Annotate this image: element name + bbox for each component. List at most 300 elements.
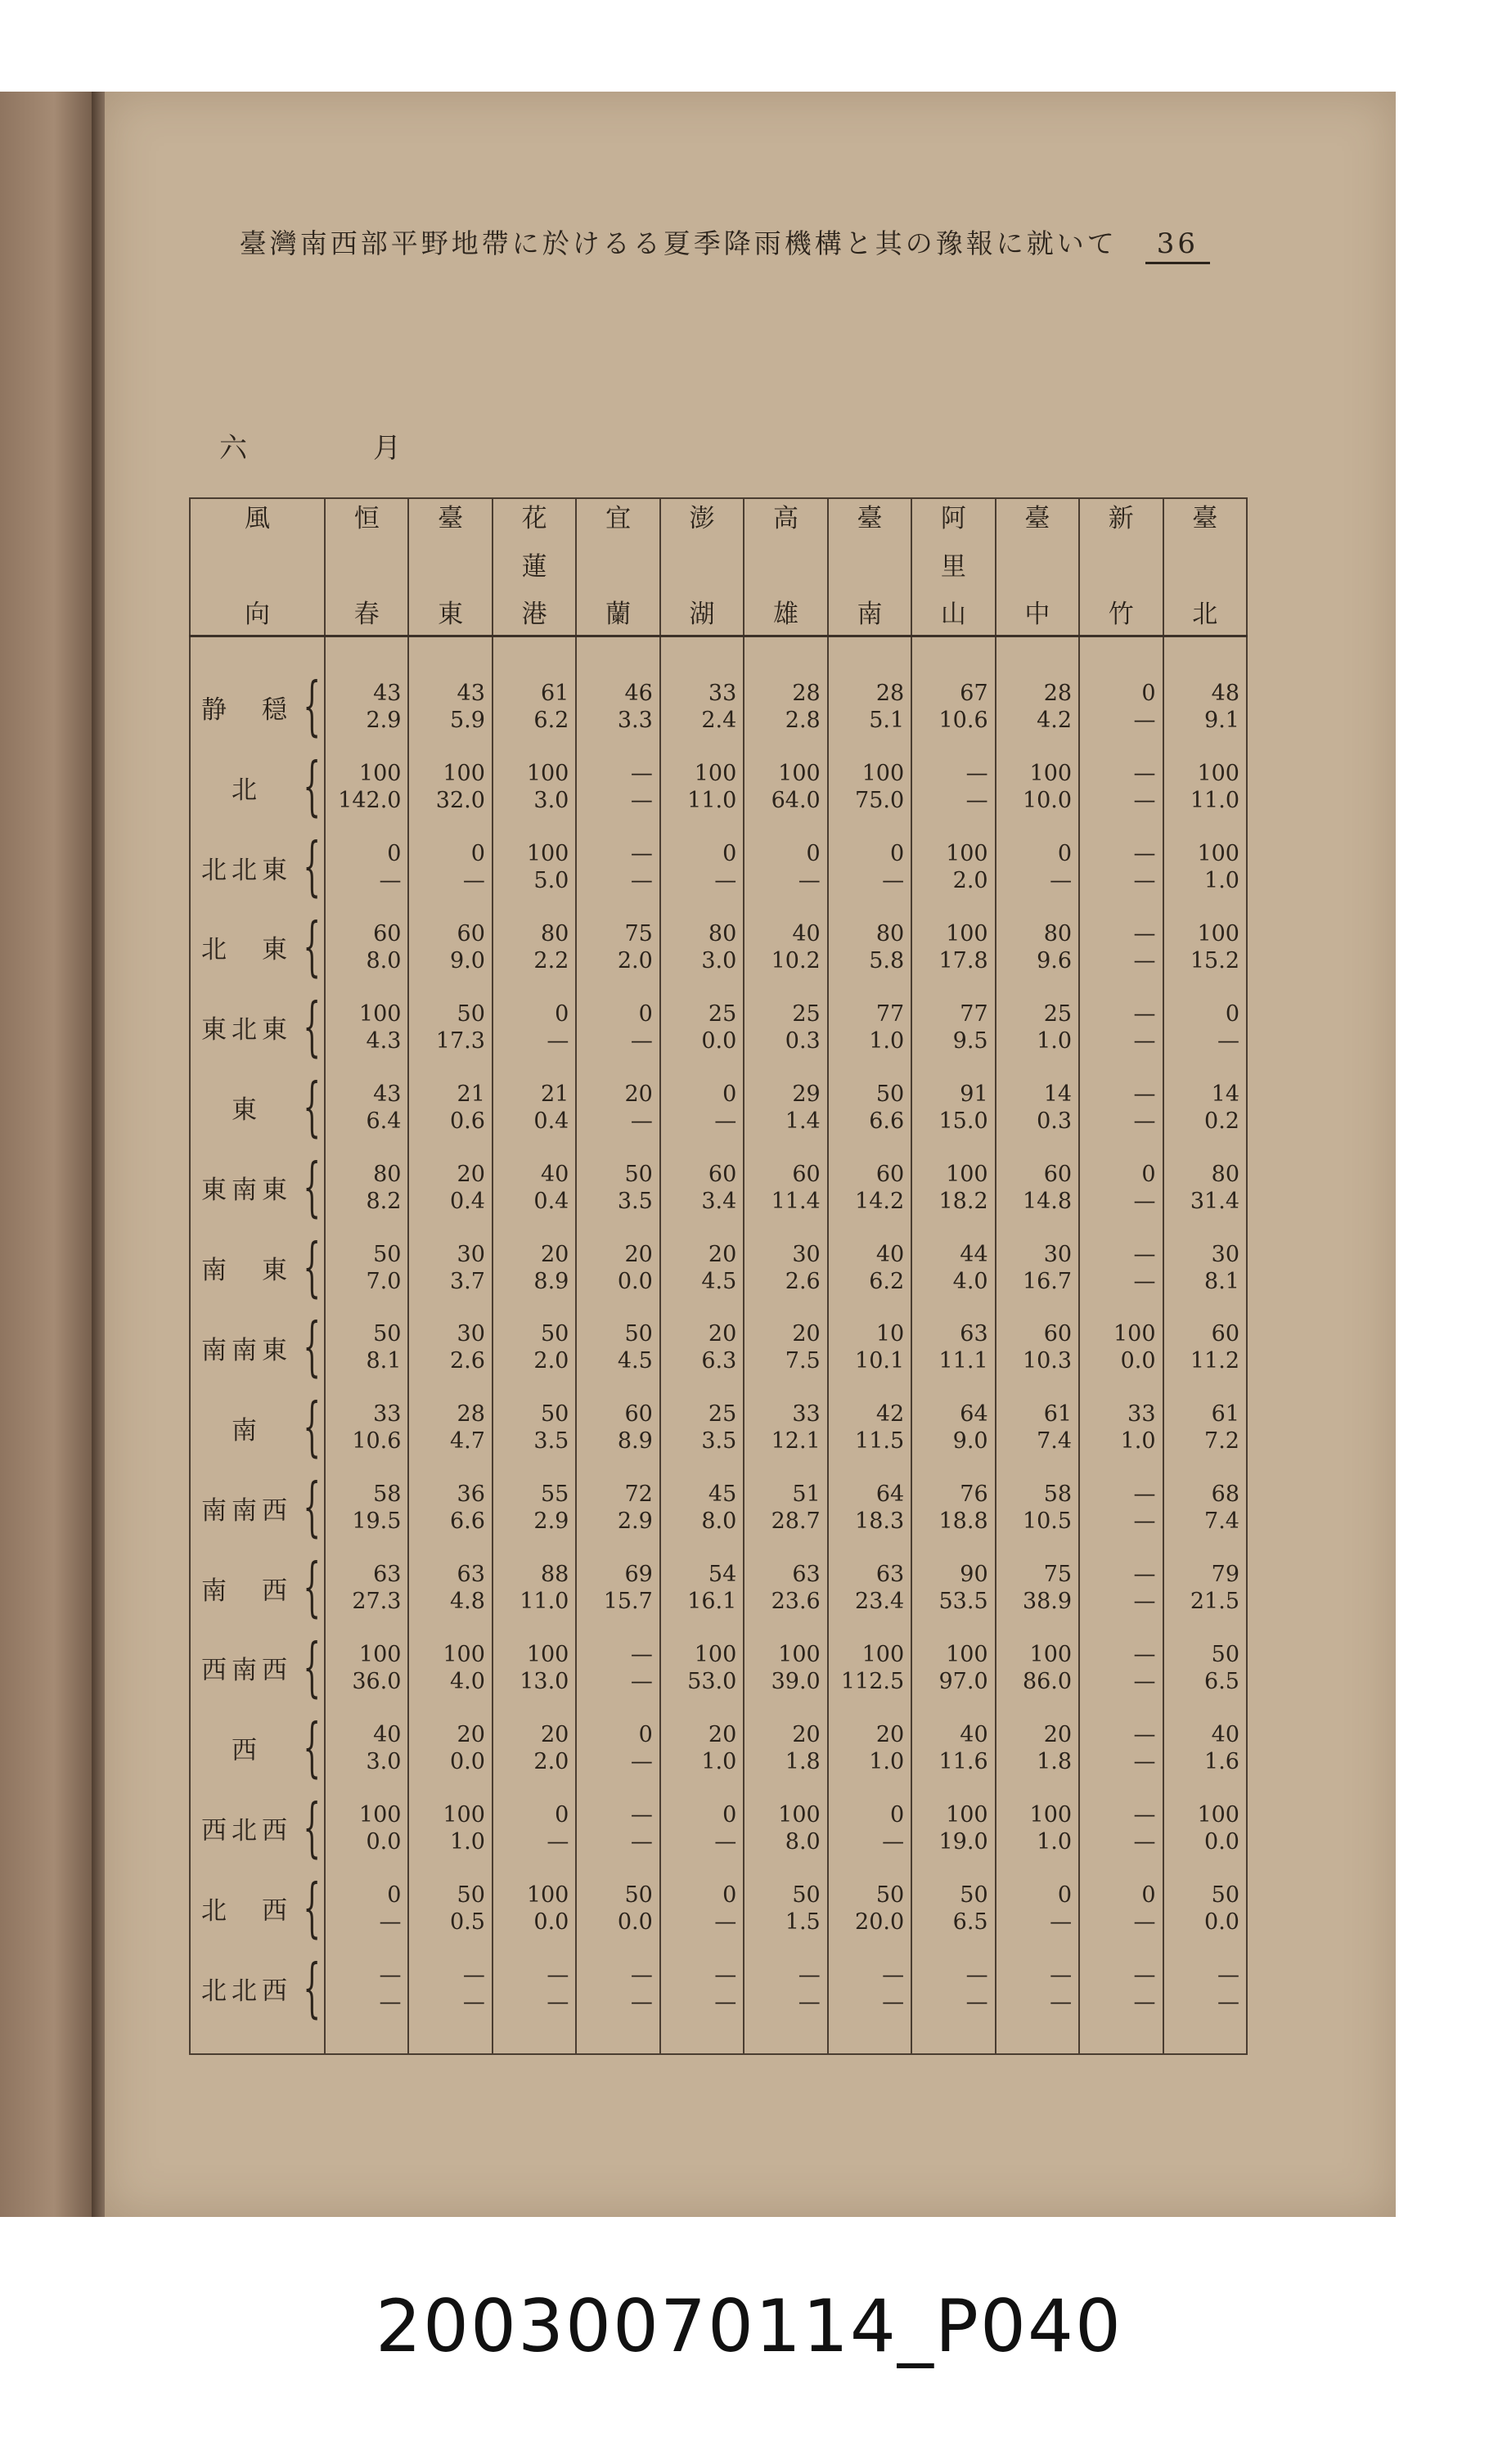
table-row	[190, 1949, 1247, 2029]
month-label: 六 月	[219, 432, 450, 465]
rain-amount: —	[1133, 1909, 1156, 1935]
brace-glyph: {	[303, 830, 321, 906]
rain-amount: 1.0	[869, 1027, 905, 1054]
rain-amount: 7.2	[1204, 1428, 1239, 1455]
rain-amount: 0.0	[1120, 1348, 1156, 1374]
rain-amount: 18.8	[938, 1509, 988, 1535]
table-row	[190, 827, 1247, 907]
value-cell	[744, 907, 827, 987]
rain-amount: 11.6	[938, 1748, 988, 1774]
rain-amount: 6.3	[701, 1348, 737, 1374]
rain-amount: 11.5	[855, 1428, 905, 1455]
value-cell	[493, 1068, 576, 1148]
rain-probability: 100	[778, 761, 821, 787]
rain-amount: —	[1133, 1188, 1156, 1214]
wind-direction-label: 南南西	[201, 1495, 292, 1526]
value-cell	[325, 1868, 408, 1949]
value-cell	[911, 667, 995, 747]
value-cell	[744, 1548, 827, 1628]
rain-probability: 100	[358, 1801, 402, 1828]
rain-probability: 40	[875, 1241, 905, 1267]
rain-probability: 28	[875, 681, 905, 707]
rain-probability: —	[1133, 1721, 1156, 1747]
value-cell	[408, 1788, 492, 1868]
rain-amount: —	[1217, 1989, 1239, 2015]
rain-probability: 0	[387, 1882, 402, 1908]
rain-amount: 4.0	[449, 1668, 485, 1694]
rain-probability: 50	[1211, 1882, 1239, 1908]
value-cell	[408, 1468, 492, 1548]
rain-probability: 40	[541, 1161, 569, 1187]
rain-probability: 60	[1043, 1321, 1073, 1347]
rain-amount: 1.0	[1204, 868, 1239, 894]
rain-probability: —	[1133, 761, 1156, 787]
station-header	[325, 498, 408, 636]
value-cell	[493, 1949, 576, 2029]
rain-probability: 20	[792, 1321, 821, 1347]
rain-probability: 100	[694, 1641, 737, 1667]
rain-probability: 100	[526, 841, 569, 867]
value-cell	[1079, 1548, 1163, 1628]
value-cell	[408, 907, 492, 987]
value-cell	[660, 1868, 744, 1949]
rain-amount: 8.1	[1204, 1268, 1239, 1294]
value-cell	[828, 907, 911, 987]
value-cell	[744, 1468, 827, 1548]
wind-direction-label: 西	[232, 1736, 262, 1766]
rain-probability: 50	[541, 1321, 569, 1347]
rain-probability: 100	[1197, 1801, 1239, 1828]
value-cell	[911, 1949, 995, 2029]
rain-probability: 77	[960, 1000, 988, 1027]
value-cell	[911, 1307, 995, 1387]
rain-probability: 0	[1141, 1882, 1156, 1908]
table-row	[190, 667, 1247, 747]
rain-amount: 3.5	[617, 1188, 653, 1214]
value-cell	[828, 1708, 911, 1788]
value-cell	[325, 827, 408, 907]
value-cell	[576, 1148, 659, 1228]
rain-probability: 36	[457, 1482, 485, 1508]
rain-amount: 0.4	[449, 1188, 485, 1214]
wind-direction-cell	[190, 747, 325, 827]
value-cell	[996, 1868, 1079, 1949]
rain-amount: —	[1133, 868, 1156, 894]
value-cell	[576, 667, 659, 747]
rain-probability: 100	[1029, 1641, 1073, 1667]
rain-probability: 61	[541, 681, 569, 707]
rain-probability: 43	[373, 681, 402, 707]
rain-probability: 63	[960, 1321, 988, 1347]
station-header	[828, 498, 911, 636]
table-row	[190, 1307, 1247, 1387]
value-cell	[576, 1228, 659, 1308]
archive-caption: 20030070114_P040	[376, 2284, 1122, 2368]
value-cell	[996, 907, 1079, 987]
rain-amount: 4.8	[449, 1589, 485, 1615]
value-cell	[408, 1148, 492, 1228]
rain-amount: 3.5	[701, 1428, 737, 1455]
rain-probability: 0	[722, 1801, 737, 1828]
rain-amount: —	[1133, 947, 1156, 973]
rain-amount: 20.0	[855, 1909, 905, 1935]
rain-amount: 38.9	[1022, 1589, 1073, 1615]
value-cell	[1079, 1228, 1163, 1308]
station-name-char: 臺	[857, 504, 883, 533]
value-cell	[828, 1628, 911, 1708]
brace-glyph: {	[303, 1950, 321, 2026]
value-cell	[996, 1468, 1079, 1548]
rain-amount: —	[630, 1668, 653, 1694]
wind-direction-label: 南 西	[201, 1576, 292, 1606]
rain-amount: 64.0	[771, 788, 821, 814]
wind-direction-cell	[190, 827, 325, 907]
rain-probability: —	[965, 1962, 988, 1988]
wind-direction-label: 西北西	[201, 1816, 292, 1846]
wind-direction-label: 南	[232, 1415, 262, 1446]
brace-glyph: {	[303, 1310, 321, 1386]
value-cell	[660, 1468, 744, 1548]
value-cell	[828, 1148, 911, 1228]
rain-amount: 112.5	[840, 1668, 905, 1694]
station-header	[911, 498, 995, 636]
value-cell	[493, 907, 576, 987]
rain-amount: —	[1133, 1027, 1156, 1054]
value-cell	[576, 1788, 659, 1868]
rain-amount: —	[1133, 1509, 1156, 1535]
rain-probability: 63	[373, 1562, 402, 1588]
rain-amount: —	[714, 1989, 737, 2015]
rain-amount: 0.0	[701, 1027, 737, 1054]
rain-amount: —	[547, 1828, 569, 1855]
rain-probability: 60	[708, 1161, 737, 1187]
rainfall-table-container	[189, 497, 1248, 2055]
rain-amount: 6.6	[869, 1108, 905, 1134]
rain-probability: 43	[373, 1081, 402, 1107]
value-cell	[996, 1788, 1079, 1868]
value-cell	[1079, 1708, 1163, 1788]
value-cell	[828, 1949, 911, 2029]
rain-amount: —	[1050, 1909, 1073, 1935]
station-name-char: 中	[1024, 600, 1050, 630]
value-cell	[996, 667, 1079, 747]
value-cell	[493, 667, 576, 747]
rain-probability: 100	[526, 761, 569, 787]
rain-probability: 14	[1211, 1081, 1239, 1107]
rain-probability: 100	[946, 841, 988, 867]
value-cell	[660, 1708, 744, 1788]
value-cell	[325, 1949, 408, 2029]
rain-probability: 72	[624, 1482, 653, 1508]
wind-direction-label: 北北東	[201, 855, 292, 885]
value-cell	[660, 987, 744, 1068]
rain-probability: 64	[875, 1482, 905, 1508]
value-cell	[1079, 987, 1163, 1068]
value-cell	[996, 1949, 1079, 2029]
rain-probability: 100	[443, 761, 485, 787]
wind-direction-cell	[190, 1468, 325, 1548]
value-cell	[1079, 907, 1163, 987]
station-header	[1079, 498, 1163, 636]
rain-probability: 58	[1043, 1482, 1073, 1508]
value-cell	[1163, 667, 1247, 747]
rain-probability: 50	[457, 1882, 485, 1908]
rain-probability: —	[1133, 1000, 1156, 1027]
rain-amount: 8.9	[533, 1268, 569, 1294]
rain-probability: 88	[541, 1562, 569, 1588]
rain-probability: 61	[1043, 1401, 1073, 1428]
value-cell	[325, 1387, 408, 1468]
rain-amount: 6.2	[869, 1268, 905, 1294]
value-cell	[493, 1868, 576, 1949]
rain-amount: —	[882, 1989, 905, 2015]
rain-probability: 55	[541, 1482, 569, 1508]
rain-amount: 5.0	[533, 868, 569, 894]
rain-probability: —	[630, 1801, 653, 1828]
table-row	[190, 1708, 1247, 1788]
rain-probability: 46	[624, 681, 653, 707]
rain-probability: 80	[373, 1161, 402, 1187]
table-row	[190, 1387, 1247, 1468]
rain-probability: 20	[708, 1721, 737, 1747]
value-cell	[1079, 1387, 1163, 1468]
value-cell	[493, 747, 576, 827]
value-cell	[325, 1628, 408, 1708]
value-cell	[493, 1228, 576, 1308]
rain-amount: 3.0	[701, 947, 737, 973]
station-name-char: 臺	[438, 504, 464, 533]
rain-amount: 1.4	[785, 1108, 821, 1134]
rain-amount: 1.0	[701, 1748, 737, 1774]
station-header	[1163, 498, 1247, 636]
rain-probability: 100	[946, 920, 988, 946]
value-cell	[744, 1949, 827, 2029]
value-cell	[325, 987, 408, 1068]
rain-probability: 25	[1043, 1000, 1073, 1027]
rain-probability: 60	[1043, 1161, 1073, 1187]
rain-amount: —	[798, 868, 821, 894]
wind-direction-label: 東南東	[201, 1176, 292, 1206]
rain-amount: 4.5	[617, 1348, 653, 1374]
rain-amount: 0.4	[533, 1108, 569, 1134]
rain-probability: 33	[792, 1401, 821, 1428]
value-cell	[744, 1148, 827, 1228]
rain-amount: —	[714, 1108, 737, 1134]
brace-glyph: {	[303, 669, 321, 745]
rain-probability: 28	[457, 1401, 485, 1428]
rainfall-probability-table	[189, 497, 1248, 2055]
table-row	[190, 1868, 1247, 1949]
rain-amount: 4.2	[1037, 708, 1073, 734]
value-cell	[911, 1148, 995, 1228]
rain-probability: 60	[457, 920, 485, 946]
rain-probability: 33	[708, 681, 737, 707]
rain-amount: —	[965, 788, 988, 814]
rain-probability: 100	[861, 1641, 905, 1667]
rain-amount: 2.4	[701, 708, 737, 734]
rain-amount: 27.3	[352, 1589, 402, 1615]
value-cell	[493, 1548, 576, 1628]
rain-probability: 100	[443, 1801, 485, 1828]
rain-probability: 50	[457, 1000, 485, 1027]
value-cell	[576, 1628, 659, 1708]
rain-amount: —	[714, 1828, 737, 1855]
rain-amount: 10.6	[352, 1428, 402, 1455]
rain-probability: 77	[875, 1000, 905, 1027]
value-cell	[996, 1307, 1079, 1387]
station-name-char: 臺	[1192, 504, 1218, 533]
rain-probability: 50	[373, 1241, 402, 1267]
rain-probability: 14	[1043, 1081, 1073, 1107]
rain-amount: 8.0	[785, 1828, 821, 1855]
rain-amount: 3.3	[617, 708, 653, 734]
value-cell	[744, 667, 827, 747]
rain-amount: 17.8	[938, 947, 988, 973]
value-cell	[744, 827, 827, 907]
rain-amount: —	[630, 1108, 653, 1134]
rain-probability: 0	[722, 1882, 737, 1908]
rain-probability: —	[882, 1962, 905, 1988]
rain-probability: 42	[875, 1401, 905, 1428]
wind-direction-label: 北 西	[201, 1896, 292, 1927]
rain-probability: —	[1133, 920, 1156, 946]
station-header	[660, 498, 744, 636]
rain-probability: 0	[638, 1000, 653, 1027]
rain-amount: 0.4	[533, 1188, 569, 1214]
rain-probability: 80	[541, 920, 569, 946]
brace-glyph: {	[303, 909, 321, 985]
brace-glyph: {	[303, 1870, 321, 1946]
rain-amount: —	[798, 1989, 821, 2015]
value-cell	[493, 1148, 576, 1228]
rain-amount: 23.6	[771, 1589, 821, 1615]
rain-probability: 20	[1043, 1721, 1073, 1747]
value-cell	[1079, 1868, 1163, 1949]
rain-probability: 60	[373, 920, 402, 946]
rain-amount: 2.0	[952, 868, 988, 894]
rain-probability: 100	[946, 1641, 988, 1667]
value-cell	[493, 1468, 576, 1548]
rain-probability: 100	[778, 1641, 821, 1667]
rain-probability: 61	[1211, 1401, 1239, 1428]
wind-direction-cell	[190, 1788, 325, 1868]
rain-probability: 100	[1197, 920, 1239, 946]
rain-amount: 1.0	[1120, 1428, 1156, 1455]
rain-amount: 36.0	[352, 1668, 402, 1694]
rain-amount: 32.0	[435, 788, 485, 814]
rain-probability: 20	[457, 1161, 485, 1187]
rain-probability: 63	[875, 1562, 905, 1588]
rain-amount: 16.1	[687, 1589, 737, 1615]
rain-amount: 2.6	[785, 1268, 821, 1294]
rain-probability: 40	[792, 920, 821, 946]
rain-probability: —	[1133, 1241, 1156, 1267]
running-title: 臺灣南西部平野地帶に於けるる夏季降雨機構と其の豫報に就いて	[239, 227, 1118, 259]
value-cell	[660, 907, 744, 987]
rain-amount: —	[1050, 868, 1073, 894]
value-cell	[996, 1148, 1079, 1228]
value-cell	[1079, 1307, 1163, 1387]
rain-amount: 10.1	[855, 1348, 905, 1374]
rain-amount: 6.2	[533, 708, 569, 734]
rain-probability: 63	[792, 1562, 821, 1588]
rain-amount: 11.4	[771, 1188, 821, 1214]
value-cell	[408, 667, 492, 747]
rain-amount: 19.0	[938, 1828, 988, 1855]
value-cell	[408, 747, 492, 827]
rain-probability: 50	[373, 1321, 402, 1347]
station-name-char: 山	[940, 600, 966, 630]
table-end-row	[190, 2028, 1247, 2054]
rain-probability: 75	[1043, 1562, 1073, 1588]
wind-direction-cell	[190, 1949, 325, 2029]
value-cell	[660, 1548, 744, 1628]
value-cell	[828, 1307, 911, 1387]
rain-amount: 0.0	[617, 1909, 653, 1935]
rain-amount: —	[547, 1989, 569, 2015]
value-cell	[828, 1548, 911, 1628]
rain-probability: 20	[457, 1721, 485, 1747]
station-name-char: 北	[1192, 600, 1218, 630]
value-cell	[576, 1468, 659, 1548]
value-cell	[408, 1228, 492, 1308]
value-cell	[1079, 747, 1163, 827]
rain-probability: —	[1133, 1962, 1156, 1988]
rain-probability: 50	[541, 1401, 569, 1428]
rain-amount: —	[1133, 1748, 1156, 1774]
value-cell	[408, 987, 492, 1068]
table-row	[190, 987, 1247, 1068]
station-name-char: 臺	[1024, 504, 1050, 533]
rain-probability: 100	[1197, 841, 1239, 867]
rain-amount: —	[1050, 1989, 1073, 2015]
rain-amount: 17.3	[435, 1027, 485, 1054]
rain-probability: —	[462, 1962, 485, 1988]
table-row	[190, 1068, 1247, 1148]
rain-probability: —	[630, 1641, 653, 1667]
value-cell	[828, 827, 911, 907]
value-cell	[996, 827, 1079, 907]
rain-probability: 0	[387, 841, 402, 867]
value-cell	[1163, 1788, 1247, 1868]
rain-amount: 142.0	[338, 788, 402, 814]
rain-probability: 20	[875, 1721, 905, 1747]
rain-probability: 20	[541, 1721, 569, 1747]
station-name-char: 新	[1108, 504, 1134, 533]
wind-direction-label: 南南東	[201, 1335, 292, 1365]
value-cell	[828, 747, 911, 827]
value-cell	[660, 1949, 744, 2029]
rain-amount: 10.6	[938, 708, 988, 734]
value-cell	[911, 1068, 995, 1148]
value-cell	[1163, 1387, 1247, 1468]
rain-amount: 15.7	[603, 1589, 653, 1615]
rain-probability: 0	[1057, 1882, 1073, 1908]
station-name-char: 蓮	[521, 551, 547, 582]
rain-probability: 20	[792, 1721, 821, 1747]
rain-probability: 50	[792, 1882, 821, 1908]
value-cell	[1163, 1148, 1247, 1228]
rain-amount: —	[1133, 1828, 1156, 1855]
rain-probability: 54	[708, 1562, 737, 1588]
rain-amount: 3.0	[366, 1748, 402, 1774]
station-name-char: 竹	[1108, 600, 1134, 630]
rain-amount: 14.2	[855, 1188, 905, 1214]
value-cell	[325, 1548, 408, 1628]
rain-amount: 11.0	[687, 788, 737, 814]
rain-amount: —	[714, 868, 737, 894]
wind-direction-label: 東	[232, 1095, 262, 1126]
